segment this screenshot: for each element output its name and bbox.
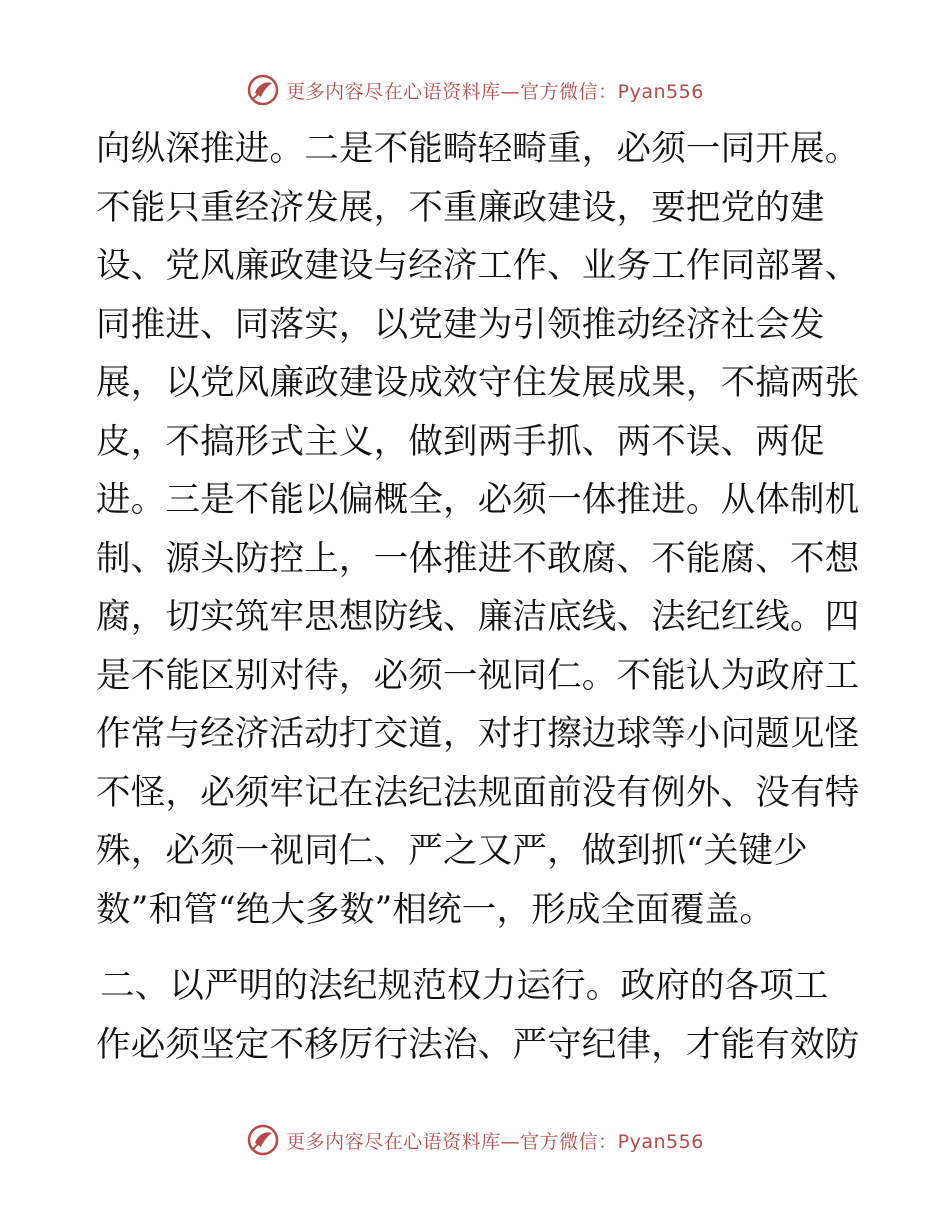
- text-line: 同推进、同落实，以党建为引领推动经济社会发: [96, 304, 825, 345]
- section-heading-line: 二、以严明的法纪规范权力运行。政府的各项工: [100, 966, 829, 1006]
- text-line: 腐，切实筑牢思想防线、廉洁底线、法纪红线。四: [96, 597, 860, 637]
- text-line: 数”和管“绝大多数”相统一，形成全面覆盖。: [96, 889, 775, 930]
- footer-watermark-banner: [0, 1120, 950, 1160]
- text-line: 是不能区别对待，必须一视同仁。不能认为政府工: [96, 655, 860, 696]
- text-line: 作必须坚定不移厉行法治、严守纪律，才能有效防: [96, 1024, 860, 1065]
- header-watermark-banner: [0, 70, 950, 110]
- logo-icon: [246, 1123, 280, 1157]
- document-body: [96, 120, 860, 1074]
- text-line: 殊，必须一视同仁、严之又严，做到抓“关键少: [96, 831, 808, 871]
- text-line: 皮，不搞形式主义，做到两手抓、两不误、两促: [96, 421, 825, 462]
- footer-banner-text: 更多内容尽在心语资料库—官方微信：Pyan556: [286, 1130, 704, 1153]
- text-line: 向纵深推进。二是不能畸轻畸重，必须一同开展。: [96, 129, 860, 169]
- header-banner-text: 更多内容尽在心语资料库—官方微信：Pyan556: [286, 80, 704, 103]
- text-line: 作常与经济活动打交道，对打擦边球等小问题见怪: [96, 714, 860, 754]
- logo-icon: [246, 73, 280, 107]
- text-line: 制、源头防控上，一体推进不敢腐、不能腐、不想: [96, 538, 860, 579]
- paragraph-gap: [96, 939, 856, 957]
- text-line: 设、党风廉政建设与经济工作、业务工作同部署、: [96, 246, 860, 286]
- text-line: 不能只重经济发展，不重廉政建设，要把党的建: [96, 187, 825, 228]
- text-line: 不怪，必须牢记在法纪法规面前没有例外、没有特: [96, 772, 860, 813]
- text-line: 进。三是不能以偏概全，必须一体推进。从体制机: [96, 480, 860, 520]
- text-line: 展，以党风廉政建设成效守住发展成果，不搞两张: [96, 363, 860, 403]
